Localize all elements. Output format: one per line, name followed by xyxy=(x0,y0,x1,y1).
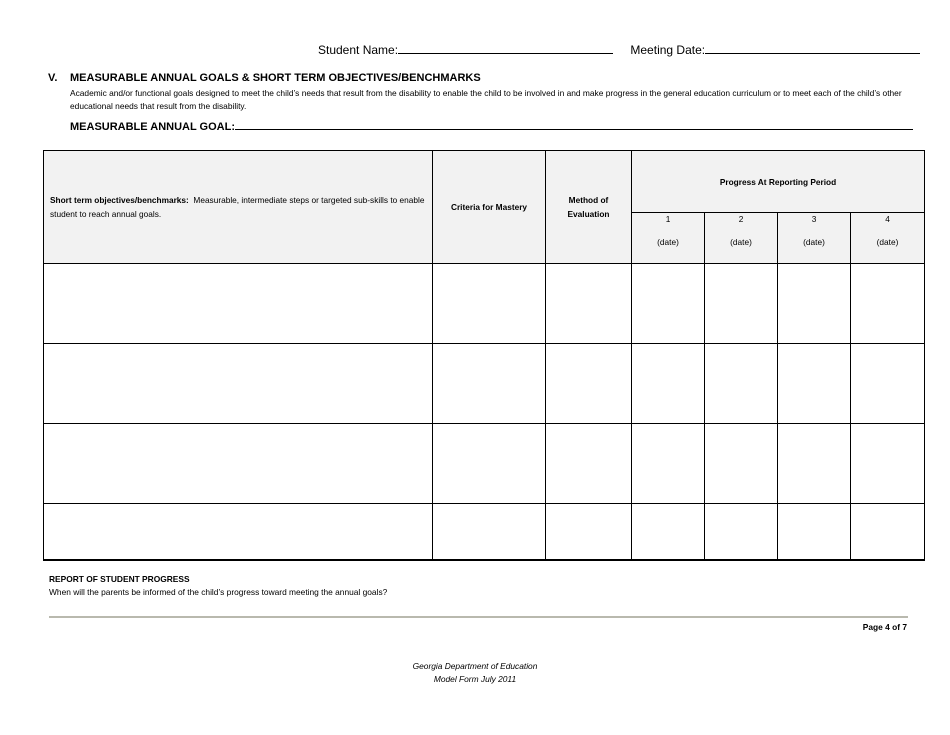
section-heading xyxy=(48,72,481,84)
table-row xyxy=(44,344,925,424)
goals-table xyxy=(43,150,925,561)
objective-cell[interactable] xyxy=(44,424,433,504)
progress-cell[interactable] xyxy=(632,424,705,504)
objective-cell[interactable] xyxy=(44,264,433,344)
progress-cell[interactable] xyxy=(778,344,851,424)
method-cell[interactable] xyxy=(546,504,632,561)
period-number: 4 xyxy=(885,214,890,224)
header-line xyxy=(318,43,920,57)
progress-cell[interactable] xyxy=(632,344,705,424)
period-number: 3 xyxy=(811,214,817,224)
footer-agency: Georgia Department of Education xyxy=(412,661,538,671)
objective-cell[interactable] xyxy=(44,344,433,424)
progress-cell[interactable] xyxy=(851,344,925,424)
progress-cell[interactable] xyxy=(851,424,925,504)
criteria-cell[interactable] xyxy=(433,264,546,344)
annual-goal-line xyxy=(70,121,913,133)
progress-cell[interactable] xyxy=(705,424,778,504)
period-date: (date) xyxy=(657,237,679,247)
criteria-cell[interactable] xyxy=(433,504,546,561)
method-cell[interactable] xyxy=(546,424,632,504)
period-header xyxy=(705,213,778,264)
footer-divider xyxy=(49,616,908,618)
annual-goal-field[interactable] xyxy=(235,128,913,130)
criteria-cell[interactable] xyxy=(433,344,546,424)
progress-cell[interactable] xyxy=(851,504,925,561)
period-number: 2 xyxy=(738,214,744,224)
objectives-header-text: Measurable, intermediate steps or targeted sub-skills to enable student to reach annual goals. xyxy=(50,195,425,219)
progress-cell[interactable] xyxy=(632,504,705,561)
progress-cell[interactable] xyxy=(778,264,851,344)
section-description: Academic and/or functional goals designed to meet the child’s needs that result from the disability to enable the child to be involved in and make progress in the general education curriculum or to meet each of the child’s other educational needs that result from the disability. xyxy=(70,88,902,111)
table-row xyxy=(44,504,925,561)
footer-version: Model Form July 2011 xyxy=(433,674,517,684)
period-header xyxy=(778,213,851,264)
section-title: MEASURABLE ANNUAL GOALS & SHORT TERM OBJECTIVES/BENCHMARKS xyxy=(70,72,481,84)
period-date: (date) xyxy=(803,237,825,247)
report-title: REPORT OF STUDENT PROGRESS xyxy=(49,574,190,584)
progress-header: Progress At Reporting Period xyxy=(632,151,925,213)
progress-cell[interactable] xyxy=(705,504,778,561)
period-number: 1 xyxy=(665,214,671,224)
objectives-header-bold: Short term objectives/benchmarks: xyxy=(50,195,189,205)
progress-cell[interactable] xyxy=(705,344,778,424)
objectives-header xyxy=(44,151,433,264)
period-header xyxy=(851,213,925,264)
student-name-field[interactable] xyxy=(398,52,613,54)
method-header: Method of Evaluation xyxy=(546,151,632,264)
period-date: (date) xyxy=(876,237,899,247)
section-number: V. xyxy=(48,72,58,84)
progress-cell[interactable] xyxy=(705,264,778,344)
annual-goal-label: MEASURABLE ANNUAL GOAL: xyxy=(70,121,235,133)
criteria-header: Criteria for Mastery xyxy=(433,151,546,264)
student-name-label: Student Name: xyxy=(318,43,399,57)
method-cell[interactable] xyxy=(546,264,632,344)
page-number: Page 4 of 7 xyxy=(862,622,907,632)
criteria-cell[interactable] xyxy=(433,424,546,504)
table-row xyxy=(44,264,925,344)
progress-cell[interactable] xyxy=(778,504,851,561)
table-row xyxy=(44,424,925,504)
meeting-date-label: Meeting Date: xyxy=(630,43,706,57)
method-cell[interactable] xyxy=(546,344,632,424)
progress-cell[interactable] xyxy=(778,424,851,504)
meeting-date-field[interactable] xyxy=(705,52,920,54)
report-question: When will the parents be informed of the child’s progress toward meeting the annual goals? xyxy=(49,587,388,597)
progress-cell[interactable] xyxy=(851,264,925,344)
progress-cell[interactable] xyxy=(632,264,705,344)
period-date: (date) xyxy=(730,237,752,247)
period-header xyxy=(632,213,705,264)
objective-cell[interactable] xyxy=(44,504,433,561)
